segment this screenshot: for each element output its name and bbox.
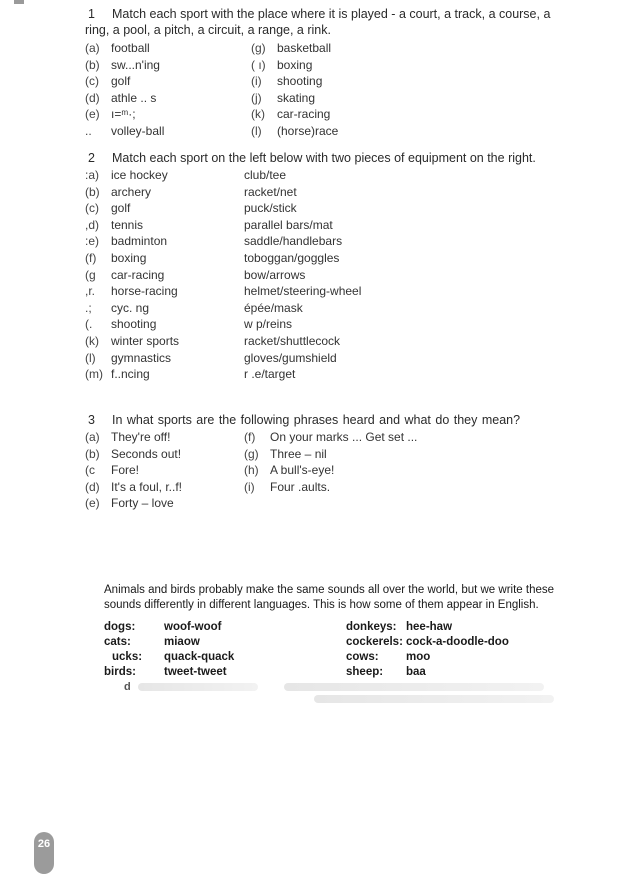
item-label: (b) <box>85 184 100 199</box>
sport-name: sw...n'ing <box>111 57 160 72</box>
sport-name: cyc. ng <box>111 300 150 315</box>
list-item <box>85 57 575 74</box>
exercise-3-heading <box>85 412 575 428</box>
equipment-name: puck/stick <box>244 201 297 216</box>
exercise-3-number: 3 <box>88 413 95 427</box>
animal-name: sheep: <box>346 666 384 678</box>
animal-sound: miaow <box>164 636 200 648</box>
sport-name: car-racing <box>111 267 165 282</box>
smudge-3 <box>314 695 554 703</box>
sport-name: f..ncing <box>111 367 150 382</box>
sport-name: shooting <box>277 74 323 89</box>
corner-mark <box>14 0 24 4</box>
item-label: ,d) <box>85 217 100 232</box>
sport-name: ice hockey <box>111 168 168 182</box>
sport-name: golf <box>111 74 131 89</box>
sport-name: ı=ᵐ·; <box>111 107 136 122</box>
exercise-1-items <box>85 40 575 140</box>
equipment-name: toboggan/goggles <box>244 250 340 265</box>
item-label: ( ı) <box>251 57 266 72</box>
item-label: (k) <box>85 333 99 348</box>
list-item <box>85 184 575 201</box>
smudge-1 <box>138 683 258 691</box>
sport-name: winter sports <box>111 333 180 348</box>
item-label: .; <box>85 300 92 315</box>
equipment-name: racket/net <box>244 184 297 199</box>
list-item <box>85 283 575 300</box>
sport-name: football <box>111 41 150 55</box>
animal-name: cockerels: <box>346 636 403 648</box>
list-item <box>85 462 575 479</box>
animal-sound: quack-quack <box>164 651 235 663</box>
exercise-2-number: 2 <box>88 151 95 165</box>
list-item <box>85 300 575 317</box>
animal-name: donkeys: <box>346 621 397 633</box>
page-number: 26 <box>37 838 51 850</box>
sport-name: volley-ball <box>111 123 165 138</box>
item-label: :a) <box>85 168 100 182</box>
animal-sounds-table <box>104 620 574 680</box>
phrase: Seconds out! <box>111 446 182 461</box>
list-item <box>85 333 575 350</box>
exercise-3 <box>85 412 575 512</box>
exercise-1 <box>85 6 575 140</box>
exercise-2-prompt: Match each sport on the left below with two pieces of equipment on the right. <box>112 151 536 165</box>
list-item <box>85 233 575 250</box>
item-label: (i) <box>244 479 255 494</box>
exercise-2-items <box>85 167 575 383</box>
phrase: Forty – love <box>111 496 174 511</box>
list-item <box>85 446 575 463</box>
partial-letter: d <box>124 681 131 693</box>
item-label: (c) <box>85 201 99 216</box>
list-item <box>85 429 575 446</box>
item-label: (g <box>85 267 96 282</box>
item-label: (b) <box>85 57 100 72</box>
equipment-name: club/tee <box>244 168 287 182</box>
animal-sound-row <box>104 620 574 635</box>
animal-sounds-intro: Animals and birds probably make the same sounds all over the world, but we write these sounds differently in different languages. This is how some of them appear in English. <box>104 584 555 611</box>
exercise-3-prompt: In what sports are the following phrases heard and what do they mean? <box>112 413 521 427</box>
equipment-name: helmet/steering-wheel <box>244 284 362 299</box>
item-label: (f) <box>85 250 97 265</box>
item-label: (d) <box>85 90 100 105</box>
animal-name: birds: <box>104 666 136 678</box>
list-item <box>85 217 575 234</box>
sport-name: golf <box>111 201 131 216</box>
animal-sound: hee-haw <box>406 621 453 633</box>
item-label: (e) <box>85 496 100 511</box>
smudge-2 <box>284 683 544 691</box>
item-label: (m) <box>85 367 103 382</box>
item-label: (g) <box>244 446 259 461</box>
list-item <box>85 106 575 123</box>
sport-name: athle .. s <box>111 90 157 105</box>
sport-name: archery <box>111 184 152 199</box>
list-item <box>85 350 575 367</box>
list-item <box>85 267 575 284</box>
item-label: (j) <box>251 90 262 105</box>
equipment-name: saddle/handlebars <box>244 234 343 249</box>
list-item <box>85 495 575 512</box>
animal-sound: woof-woof <box>164 621 222 633</box>
equipment-name: bow/arrows <box>244 267 306 282</box>
list-item <box>85 123 575 140</box>
phrase: A bull's-eye! <box>270 463 335 478</box>
item-label: .. <box>85 123 92 138</box>
list-item <box>85 479 575 496</box>
animal-name: dogs: <box>104 621 136 633</box>
list-item <box>85 90 575 107</box>
phrase: It's a foul, r..f! <box>111 479 182 494</box>
item-label: ,r. <box>85 284 96 299</box>
exercise-1-number: 1 <box>88 7 95 21</box>
animal-sound-row <box>104 650 574 665</box>
animal-name: cows: <box>346 651 379 663</box>
item-label: (l) <box>85 350 96 365</box>
phrase: On your marks ... Get set ... <box>270 430 418 444</box>
list-item <box>85 40 575 57</box>
animal-sound: tweet-tweet <box>164 666 227 678</box>
list-item <box>85 167 575 184</box>
sport-name: tennis <box>111 217 144 232</box>
sport-name: boxing <box>277 57 313 72</box>
item-label: (a) <box>85 41 100 55</box>
sport-name: (horse)race <box>277 123 339 138</box>
smudged-line <box>104 680 574 694</box>
item-label: (f) <box>244 430 256 444</box>
item-label: (l) <box>251 123 262 138</box>
equipment-name: parallel bars/mat <box>244 217 333 232</box>
page-number-tab <box>34 832 54 874</box>
item-label: (a) <box>85 430 100 444</box>
phrase: They're off! <box>111 430 171 444</box>
equipment-name: épée/mask <box>244 300 303 315</box>
phrase: Fore! <box>111 463 140 478</box>
item-label: (g) <box>251 41 266 55</box>
item-label: (d) <box>85 479 100 494</box>
sport-name: boxing <box>111 250 147 265</box>
sport-name: badminton <box>111 234 168 249</box>
sport-name: shooting <box>111 317 157 332</box>
list-item <box>85 366 575 383</box>
item-label: (c <box>85 463 95 478</box>
animal-sound: cock-a-doodle-doo <box>406 636 509 648</box>
list-item <box>85 73 575 90</box>
item-label: :e) <box>85 234 100 249</box>
exercise-3-items <box>85 429 575 512</box>
exercise-1-prompt: Match each sport with the place where it is played - a court, a track, a course, a ring, a pool, a pitch, a circuit, a range, a rink. <box>85 7 551 37</box>
phrase: Three – nil <box>270 446 327 461</box>
item-label: (. <box>85 317 93 332</box>
item-label: (h) <box>244 463 259 478</box>
animal-sound-row <box>104 635 574 650</box>
sport-name: skating <box>277 90 316 105</box>
equipment-name: racket/shuttlecock <box>244 333 341 348</box>
phrase: Four .aults. <box>270 479 331 494</box>
item-label: (e) <box>85 107 100 122</box>
sport-name: basketball <box>277 41 332 55</box>
equipment-name: r .e/target <box>244 367 296 382</box>
animal-name: ucks: <box>112 651 143 663</box>
item-label: (b) <box>85 446 100 461</box>
exercise-2 <box>85 150 575 383</box>
list-item <box>85 200 575 217</box>
equipment-name: w p/reins <box>244 317 293 332</box>
list-item <box>85 250 575 267</box>
sport-name: horse-racing <box>111 284 178 299</box>
animal-name: cats: <box>104 636 131 648</box>
animal-sound: moo <box>406 651 431 663</box>
animal-sound: baa <box>406 666 426 678</box>
sport-name: car-racing <box>277 107 331 122</box>
item-label: (k) <box>251 107 265 122</box>
item-label: (c) <box>85 74 99 89</box>
list-item <box>85 316 575 333</box>
animal-sound-row <box>104 665 574 680</box>
item-label: (i) <box>251 74 262 89</box>
sport-name: gymnastics <box>111 350 172 365</box>
equipment-name: gloves/gumshield <box>244 350 337 365</box>
animal-sounds-box <box>104 583 574 694</box>
